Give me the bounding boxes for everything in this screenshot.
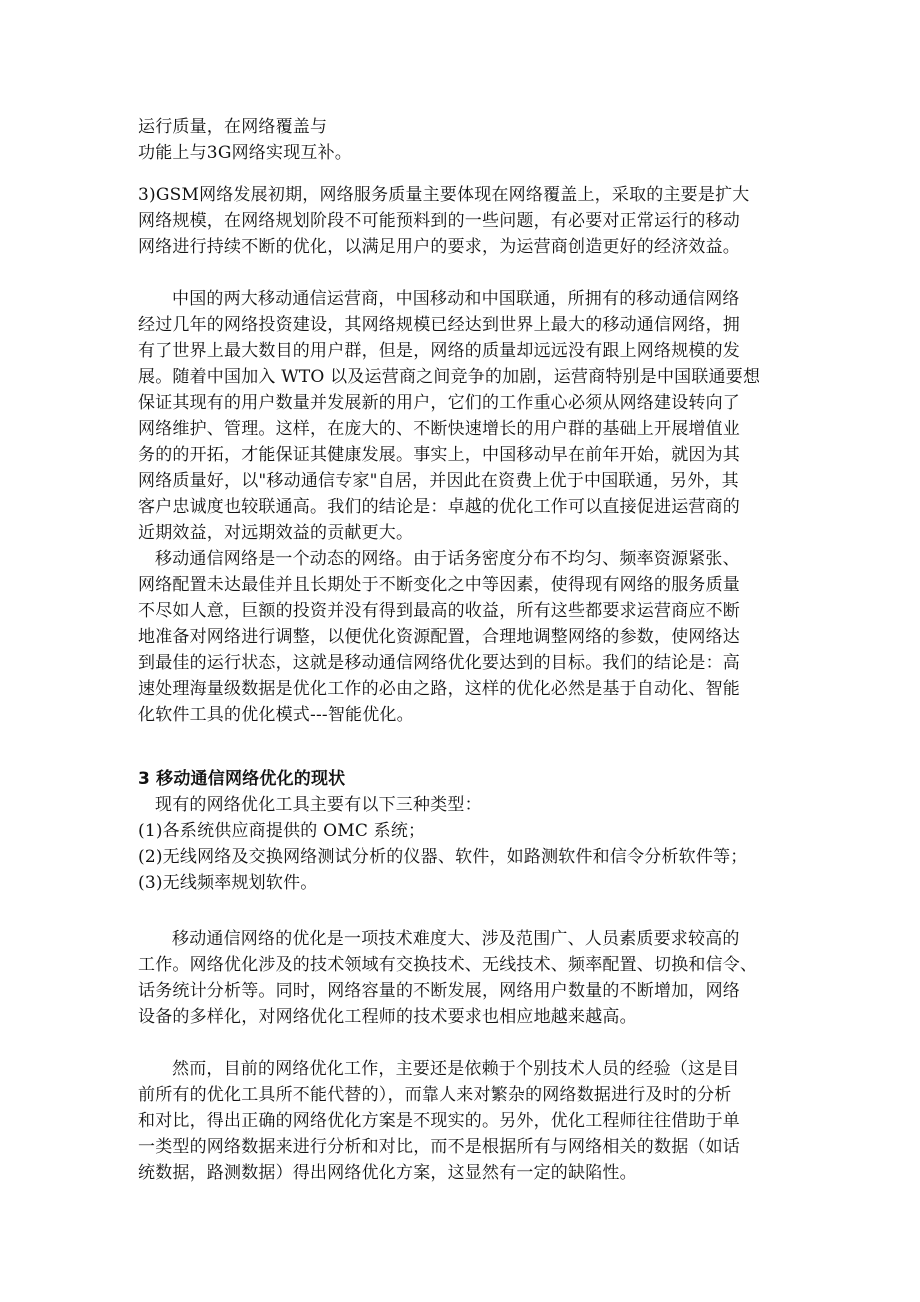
paragraph-line: 到最佳的运行状态，这就是移动通信网络优化要达到的目标。我们的结论是：高: [138, 653, 740, 673]
list-item: (1)各系统供应商提供的 OMC 系统；: [138, 821, 426, 841]
paragraph-line: 话务统计分析等。同时，网络容量的不断发展，网络用户数量的不断增加，网络: [138, 981, 740, 1001]
paragraph-line: 速处理海量级数据是优化工作的必由之路，这样的优化必然是基于自动化、智能: [138, 679, 740, 699]
paragraph-line: 不尽如人意，巨额的投资并没有得到最高的收益，所有这些都要求运营商应不断: [138, 601, 740, 621]
paragraph-line: 务的的开拓，才能保证其健康发展。事实上，中国移动早在前年开始，就因为其: [138, 445, 740, 465]
paragraph-line: 3)GSM网络发展初期，网络服务质量主要体现在网络覆盖上，采取的主要是扩大: [138, 185, 750, 205]
paragraph-line: 一类型的网络数据来进行分析和对比，而不是根据所有与网络相关的数据（如话: [138, 1137, 740, 1157]
paragraph-5: [138, 926, 783, 1030]
paragraph-line: 统数据，路测数据）得出网络优化方案，这显然有一定的缺陷性。: [138, 1163, 637, 1183]
list-item: (2)无线网络及交换网络测试分析的仪器、软件，如路测软件和信令分析软件等；: [138, 847, 748, 867]
paragraph-line: 功能上与3G网络实现互补。: [138, 143, 352, 163]
paragraph-line: 工作。网络优化涉及的技术领域有交换技术、无线技术、频率配置、切换和信令、: [138, 955, 758, 975]
paragraph-line: 化软件工具的优化模式---智能优化。: [138, 705, 414, 725]
paragraph-line: 客户忠诚度也较联通高。我们的结论是：卓越的优化工作可以直接促进运营商的: [138, 497, 740, 517]
paragraph-line: 地准备对网络进行调整，以便优化资源配置，合理地调整网络的参数，使网络达: [138, 627, 740, 647]
paragraph-4: [138, 546, 783, 728]
paragraph-line: 然而，目前的网络优化工作，主要还是依赖于个别技术人员的经验（这是目: [172, 1059, 740, 1079]
paragraph-2: [138, 182, 783, 260]
paragraph-line: 近期效益，对远期效益的贡献更大。: [138, 523, 414, 543]
paragraph-line: 网络规模，在网络规划阶段不可能预料到的一些问题，有必要对正常运行的移动: [138, 211, 740, 231]
paragraph-1: [138, 114, 783, 166]
paragraph-line: 网络质量好，以"移动通信专家"自居，并因此在资费上优于中国联通，另外，其: [138, 471, 739, 491]
paragraph-line: 展。随着中国加入 WTO 以及运营商之间竞争的加剧，运营商特别是中国联通要想: [138, 367, 761, 387]
paragraph-line: 中国的两大移动通信运营商，中国移动和中国联通，所拥有的移动通信网络: [172, 289, 740, 309]
paragraph-line: 经过几年的网络投资建设，其网络规模已经达到世界上最大的移动通信网络，拥: [138, 315, 740, 335]
paragraph-line: 保证其现有的用户数量并发展新的用户，它们的工作重心必须从网络建设转向了: [138, 393, 740, 413]
paragraph-line: 网络维护、管理。这样，在庞大的、不断快速增长的用户群的基础上开展增值业: [138, 419, 740, 439]
section-heading: 3 移动通信网络优化的现状: [138, 769, 346, 789]
section-block: [138, 766, 783, 896]
paragraph-line: 移动通信网络的优化是一项技术难度大、涉及范围广、人员素质要求较高的: [172, 929, 740, 949]
paragraph-line: 网络配置未达最佳并且长期处于不断变化之中等因素，使得现有网络的服务质量: [138, 575, 740, 595]
paragraph-line: 移动通信网络是一个动态的网络。由于话务密度分布不均匀、频率资源紧张、: [155, 549, 740, 569]
paragraph-line: 有了世界上最大数目的用户群，但是，网络的质量却远远没有跟上网络规模的发: [138, 341, 740, 361]
paragraph-line: 和对比，得出正确的网络优化方案是不现实的。另外，优化工程师往往借助于单: [138, 1111, 740, 1131]
list-item: (3)无线频率规划软件。: [138, 873, 318, 893]
paragraph-line: 前所有的优化工具所不能代替的），而靠人来对繁杂的网络数据进行及时的分析: [138, 1085, 732, 1105]
paragraph-3: [138, 286, 783, 546]
paragraph-line: 设备的多样化，对网络优化工程师的技术要求也相应地越来越高。: [138, 1007, 637, 1027]
paragraph-line: 网络进行持续不断的优化，以满足用户的要求，为运营商创造更好的经济效益。: [138, 237, 740, 257]
paragraph-line: 运行质量，在网络覆盖与: [138, 117, 328, 137]
paragraph-6: [138, 1056, 783, 1186]
list-intro: 现有的网络优化工具主要有以下三种类型：: [155, 795, 482, 815]
